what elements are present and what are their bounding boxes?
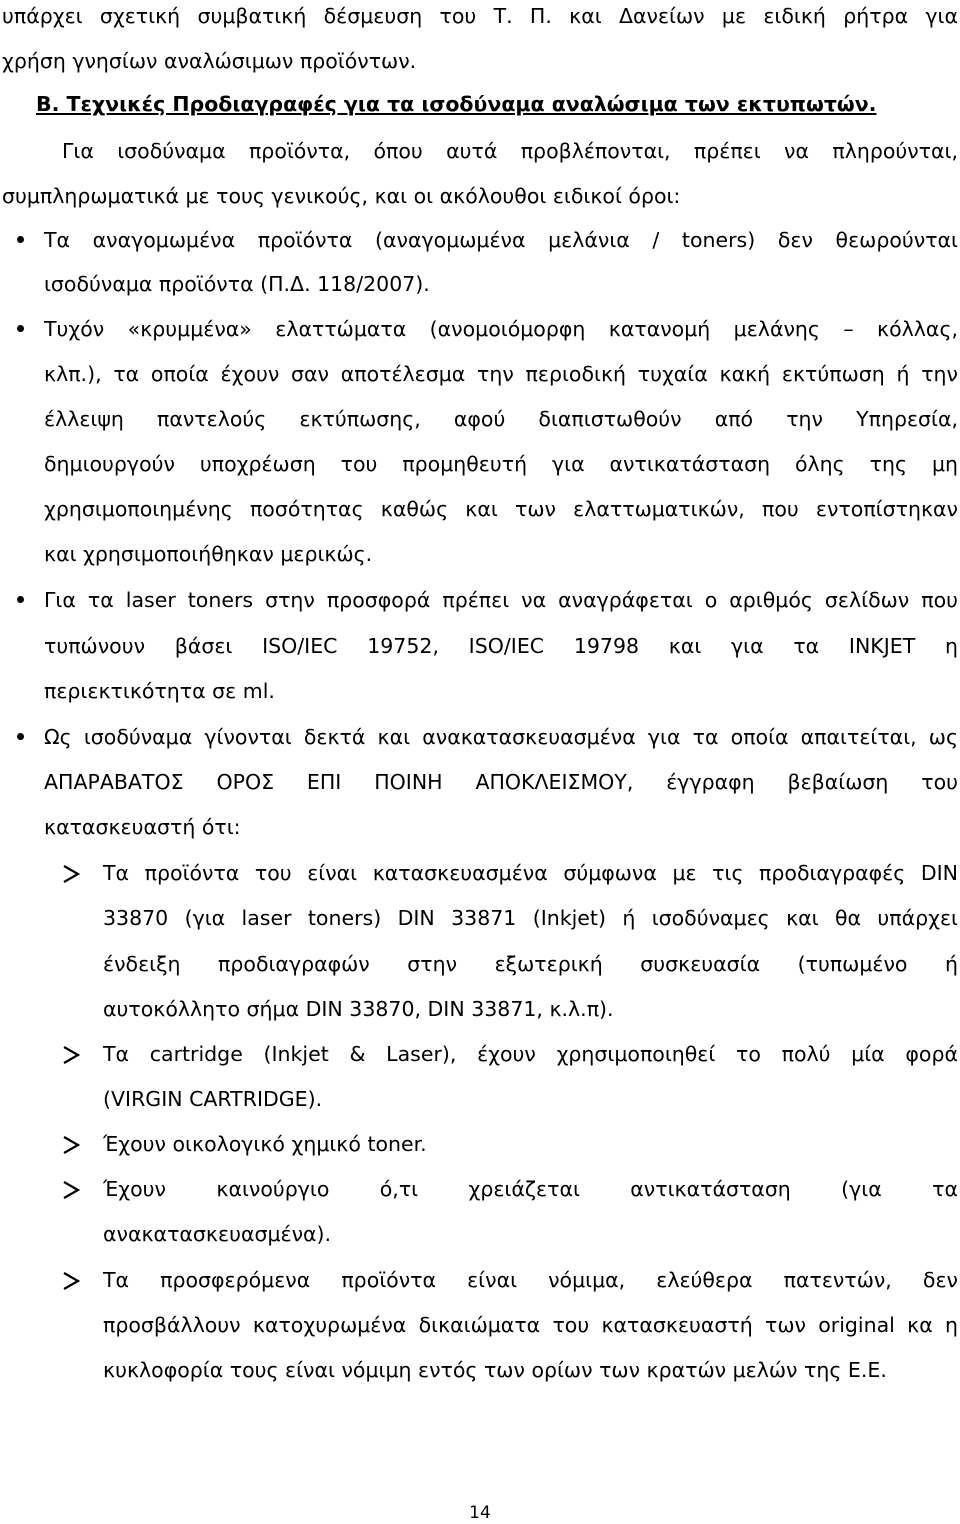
- arrow-4-line-2: ανακατασκευασμένα).: [103, 1222, 332, 1246]
- bullet-1-line-2: ισοδύναμα προϊόντα (Π.Δ. 118/2007).: [44, 272, 430, 296]
- page-number: 14: [469, 1503, 491, 1523]
- arrow-3-line-1: Έχουν οικολογικό χημικό toner.: [103, 1132, 427, 1156]
- bullet-2-line-2: κλπ.), τα οποία έχουν σαν αποτέλεσμα την περιοδική τυχαία κακή εκτύπωση ή την: [44, 362, 958, 386]
- bullet-2-line-5: χρησιμοποιημένης ποσότητας καθώς και των ελαττωματικών, που εντοπίστηκαν: [44, 497, 958, 521]
- arrow-4-line-1: Έχουν καινούργιο ό,τι χρειάζεται αντικατάσταση (για τα: [103, 1177, 958, 1201]
- arrow-5-line-1: Τα προσφερόμενα προϊόντα είναι νόμιμα, ελεύθερα πατεντών, δεν: [103, 1268, 958, 1292]
- bullet-icon: [17, 325, 24, 332]
- bullet-icon: [17, 596, 24, 603]
- bullet-3-line-3: περιεκτικότητα σε ml.: [44, 679, 275, 703]
- arrow-1-line-1: Τα προϊόντα του είναι κατασκευασμένα σύμφωνα με τις προδιαγραφές DIN: [103, 861, 958, 885]
- bullet-1-line-1: Τα αναγομωμένα προϊόντα (αναγομωμένα μελάνια / toners) δεν θεωρούνται: [44, 228, 958, 252]
- section-heading: Β. Τεχνικές Προδιαγραφές για τα ισοδύναμα αναλώσιμα των εκτυπωτών.: [36, 92, 877, 116]
- bullet-2-line-3: έλλειψη παντελούς εκτύπωσης, αφού διαπιστωθούν από την Υπηρεσία,: [44, 407, 958, 431]
- bullet-2-line-4: δημιουργούν υποχρέωση του προμηθευτή για αντικατάσταση όλης της μη: [44, 452, 958, 476]
- intro-line-1: υπάρχει σχετική συμβατική δέσμευση του Τ. Π. και Δανείων με ειδική ρήτρα για: [2, 4, 958, 28]
- section-intro-line-2: συμπληρωματικά με τους γενικούς, και οι ακόλουθοι ειδικοί όροι:: [2, 184, 681, 208]
- arrow-1-line-4: αυτοκόλλητο σήμα DIN 33870, DIN 33871, κ.λ.π).: [103, 997, 614, 1021]
- bullet-4-line-3: κατασκευαστή ότι:: [44, 815, 241, 839]
- bullet-4-line-2: ΑΠΑΡΑΒΑΤΟΣ ΟΡΟΣ ΕΠΙ ΠΟΙΝΗ ΑΠΟΚΛΕΙΣΜΟΥ, έγγραφη βεβαίωση του: [44, 770, 958, 794]
- bullet-3-line-2: τυπώνουν βάσει ISO/IEC 19752, ISO/IEC 19798 και για τα INKJET η: [44, 634, 958, 658]
- bullet-2-line-6: και χρησιμοποιήθηκαν μερικώς.: [44, 542, 373, 566]
- arrowhead-bullet-icon: [60, 1044, 82, 1066]
- arrow-1-line-3: ένδειξη προδιαγραφών στην εξωτερική συσκευασία (τυπωμένο ή: [103, 952, 958, 976]
- bullet-2-line-1: Τυχόν «κρυμμένα» ελαττώματα (ανομοιόμορφη κατανομή μελάνης – κόλλας,: [44, 317, 958, 341]
- bullet-icon: [17, 236, 24, 243]
- arrowhead-bullet-icon: [60, 863, 82, 885]
- bullet-4-line-1: Ως ισοδύναμα γίνονται δεκτά και ανακατασκευασμένα για τα οποία απαιτείται, ως: [44, 725, 958, 749]
- arrowhead-bullet-icon: [60, 1270, 82, 1292]
- bullet-icon: [17, 733, 24, 740]
- arrow-5-line-2: προσβάλλουν κατοχυρωμένα δικαιώματα του κατασκευαστή των original κα η: [103, 1313, 958, 1337]
- bullet-3-line-1: Για τα laser toners στην προσφορά πρέπει να αναγράφεται ο αριθμός σελίδων που: [44, 588, 958, 612]
- intro-line-2: χρήση γνησίων αναλώσιμων προϊόντων.: [2, 49, 417, 73]
- arrow-5-line-3: κυκλοφορία τους είναι νόμιμη εντός των ορίων των κρατών μελών της Ε.Ε.: [103, 1358, 887, 1382]
- arrowhead-bullet-icon: [60, 1134, 82, 1156]
- section-intro-line-1: Για ισοδύναμα προϊόντα, όπου αυτά προβλέπονται, πρέπει να πληρούνται,: [62, 139, 958, 163]
- arrowhead-bullet-icon: [60, 1179, 82, 1201]
- arrow-2-line-2: (VIRGIN CARTRIDGE).: [103, 1087, 323, 1111]
- arrow-1-line-2: 33870 (για laser toners) DIN 33871 (Inkjet) ή ισοδύναμες και θα υπάρχει: [103, 906, 958, 930]
- arrow-2-line-1: Τα cartridge (Inkjet & Laser), έχουν χρησιμοποιηθεί το πολύ μία φορά: [103, 1042, 958, 1066]
